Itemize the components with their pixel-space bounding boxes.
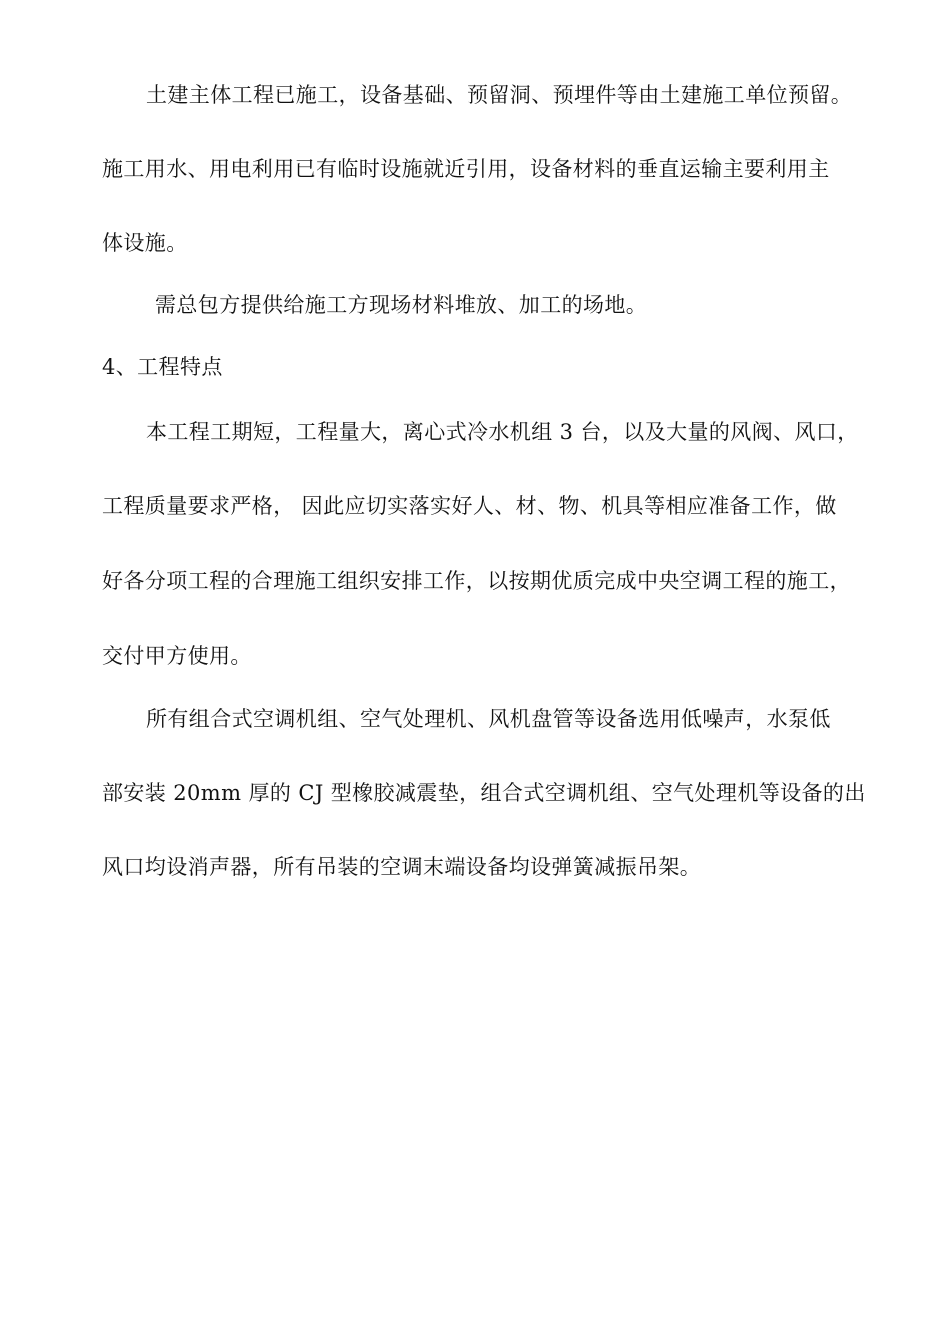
paragraph-line: 土建主体工程已施工，设备基础、预留洞、预埋件等由土建施工单位预留。 [146, 83, 853, 107]
paragraph-line: 交付甲方使用。 [102, 644, 252, 668]
section-heading: 4、工程特点 [102, 355, 223, 379]
paragraph-line: 所有组合式空调机组、空气处理机、风机盘管等设备选用低噪声，水泵低 [146, 707, 831, 731]
paragraph-line: 体设施。 [102, 231, 188, 255]
paragraph-line: 工程质量要求严格， 因此应切实落实好人、材、物、机具等相应准备工作，做 [102, 494, 837, 518]
paragraph-line: 部安装 20mm 厚的 CJ 型橡胶减震垫，组合式空调机组、空气处理机等设备的出 [102, 781, 866, 805]
paragraph-line: 需总包方提供给施工方现场材料堆放、加工的场地。 [155, 293, 648, 317]
paragraph-line: 好各分项工程的合理施工组织安排工作，以按期优质完成中央空调工程的施工， [102, 569, 851, 593]
paragraph-line: 施工用水、用电利用已有临时设施就近引用，设备材料的垂直运输主要利用主 [102, 157, 830, 181]
paragraph-line: 本工程工期短，工程量大，离心式冷水机组 3 台，以及大量的风阀、风口， [146, 420, 859, 444]
paragraph-line: 风口均设消声器，所有吊装的空调末端设备均设弹簧减振吊架。 [102, 855, 702, 879]
